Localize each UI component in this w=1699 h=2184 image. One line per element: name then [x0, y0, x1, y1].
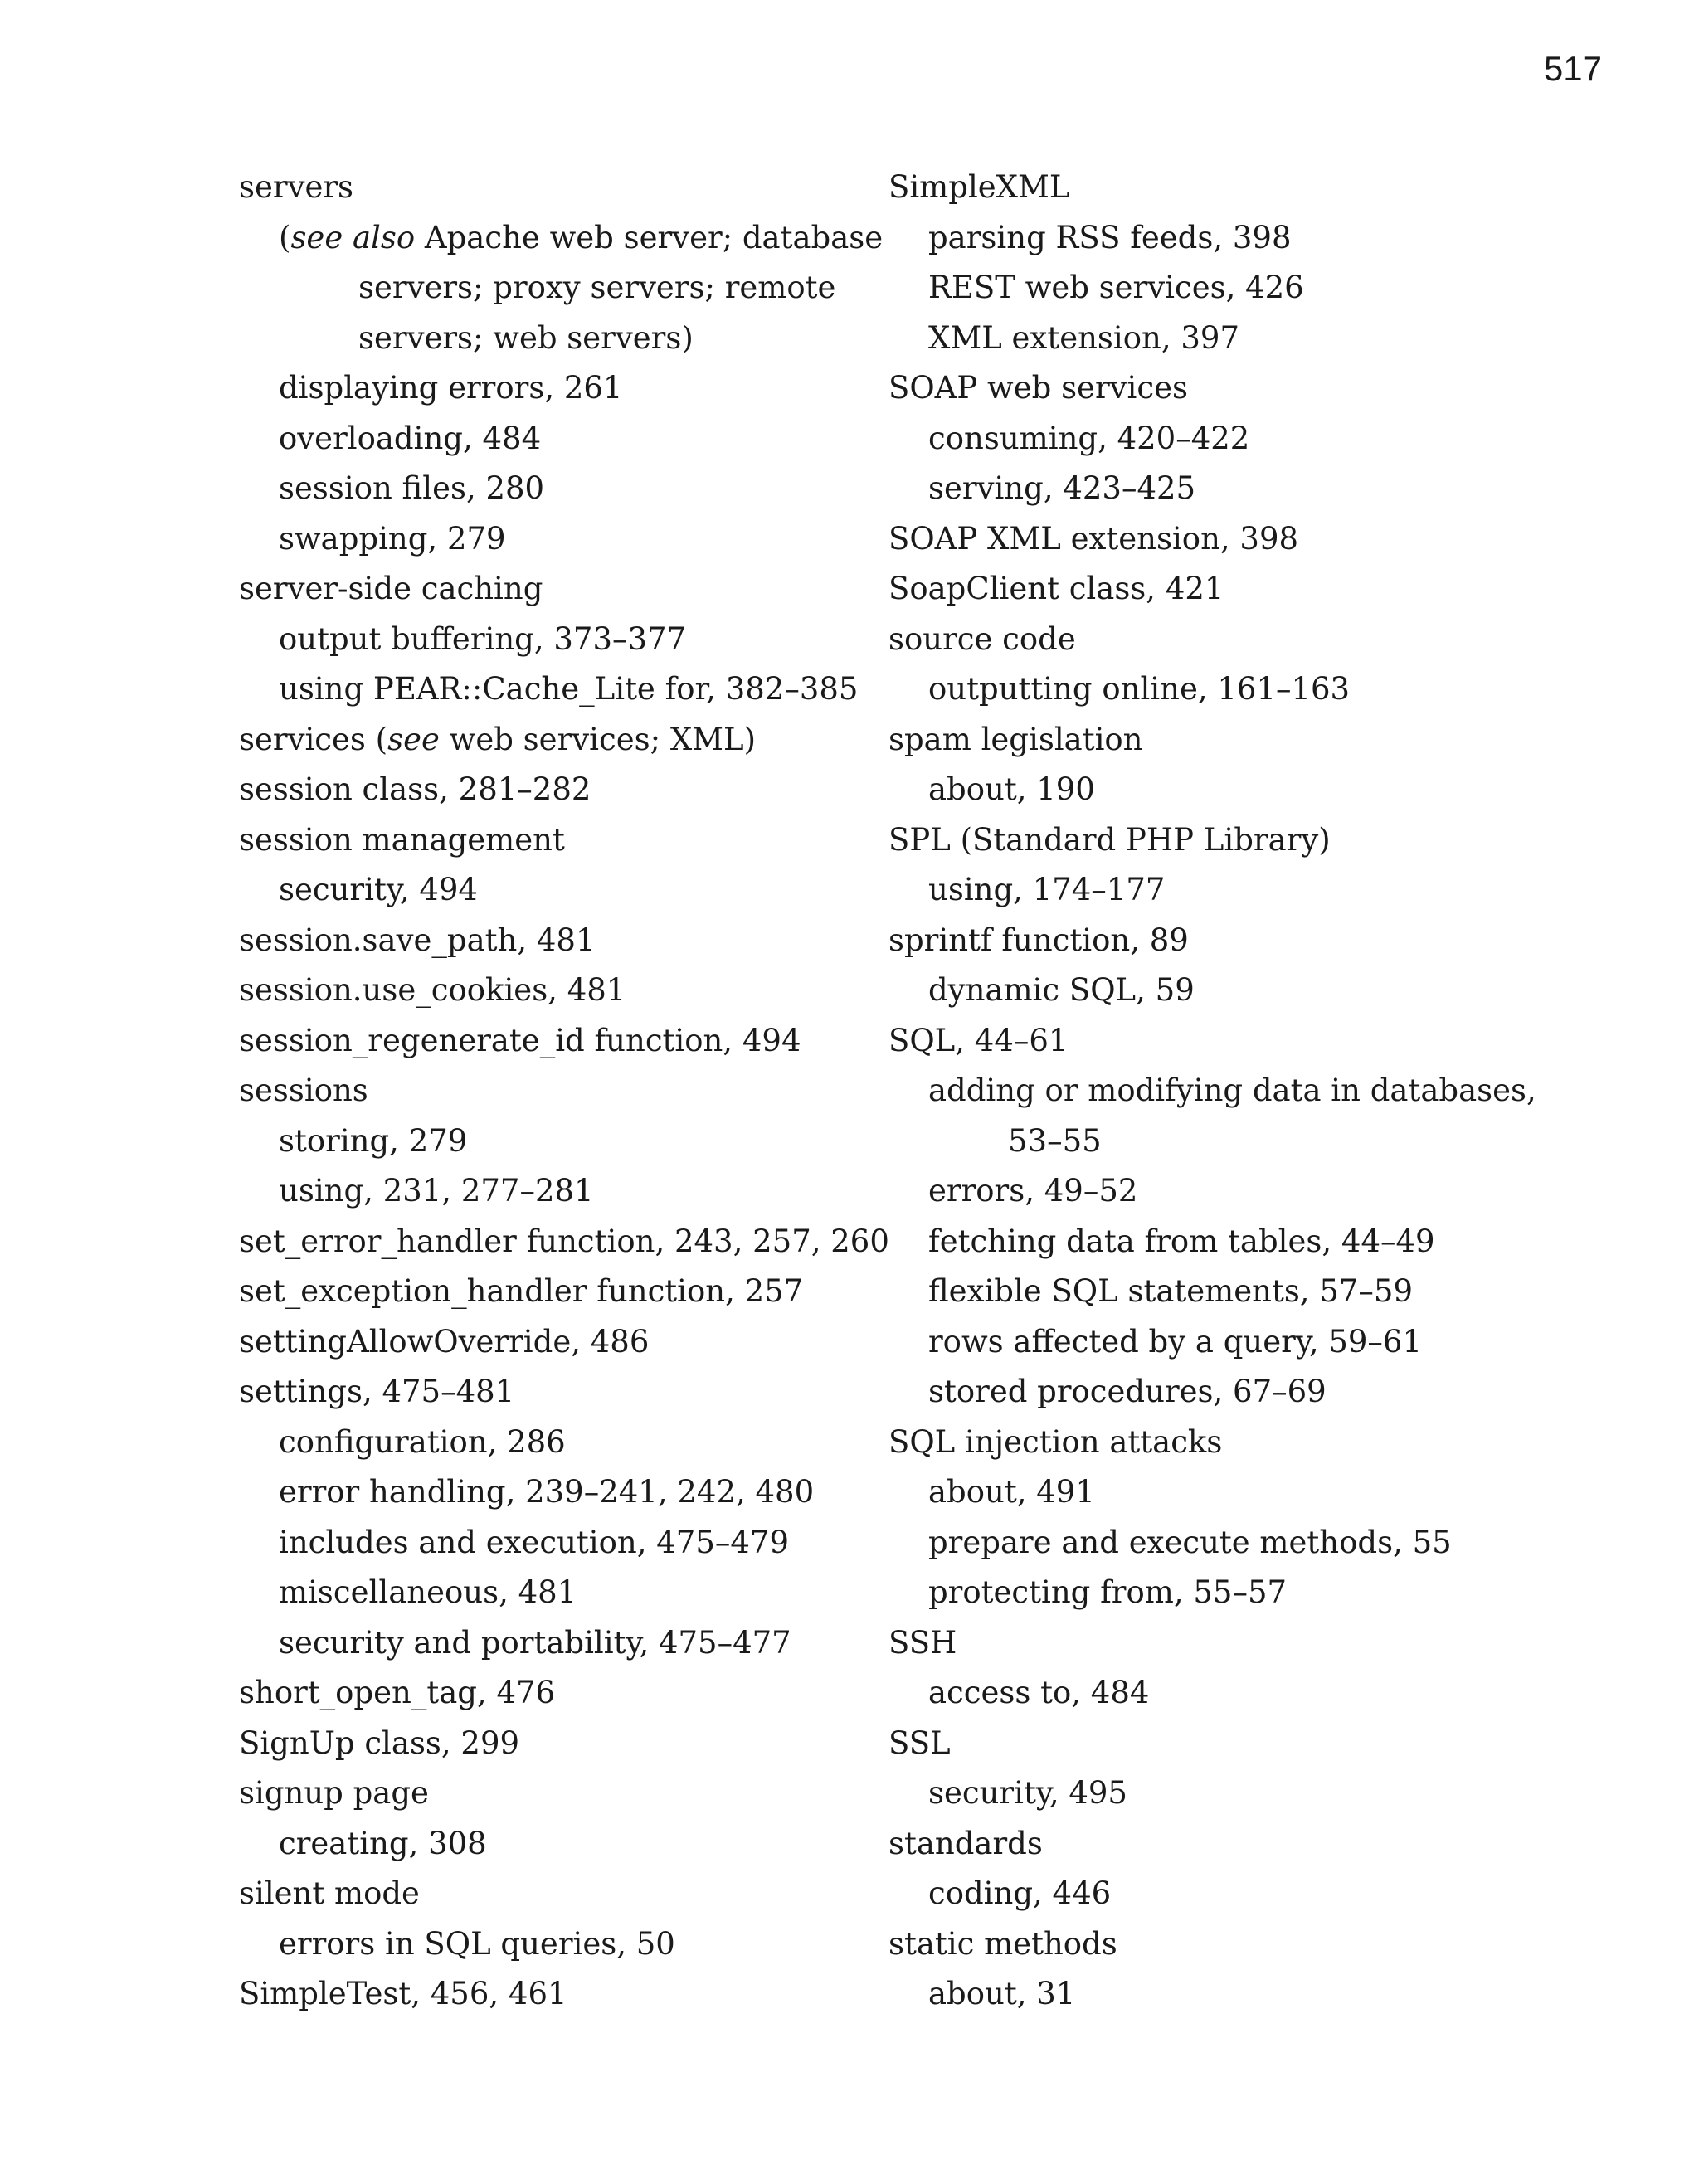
- index-subentry: about, 491: [928, 1474, 1095, 1510]
- index-entry: session class, 281–282: [239, 771, 591, 807]
- index-cross-reference: see: [387, 721, 440, 757]
- index-text: Apache web server; database: [415, 219, 884, 255]
- index-subentry: parsing RSS feeds, 398: [928, 219, 1292, 255]
- index-entry: short_open_tag, 476: [239, 1675, 556, 1710]
- index-entry: static methods: [888, 1925, 1117, 1962]
- index-subentry: overloading, 484: [279, 420, 542, 456]
- index-subentry: error handling, 239–241, 242, 480: [279, 1474, 815, 1510]
- index-subentry: REST web services, 426: [928, 270, 1304, 305]
- index-subentry: errors, 49–52: [928, 1173, 1138, 1209]
- index-subentry: consuming, 420–422: [928, 420, 1250, 456]
- index-subentry: using PEAR::Cache_Lite for, 382–385: [279, 671, 859, 707]
- index-entry: SQL injection attacks: [888, 1423, 1223, 1460]
- index-text: services (: [239, 721, 388, 757]
- index-subentry: storing, 279: [279, 1122, 468, 1159]
- index-subentry: dynamic SQL, 59: [928, 972, 1195, 1008]
- index-subentry: configuration, 286: [279, 1423, 566, 1460]
- index-entry: SQL, 44–61: [888, 1022, 1069, 1058]
- index-text: (: [279, 219, 291, 255]
- index-subentry: access to, 484: [928, 1675, 1150, 1710]
- index-entry: servers: [239, 169, 354, 205]
- index-subentry: using, 231, 277–281: [279, 1173, 594, 1209]
- index-subentry: errors in SQL queries, 50: [279, 1925, 675, 1962]
- index-subentry: about, 31: [928, 1976, 1076, 2011]
- index-entry: SimpleXML: [888, 169, 1070, 205]
- index-entry: set_error_handler function, 243, 257, 260: [239, 1223, 889, 1259]
- index-entry: signup page: [239, 1775, 429, 1811]
- index-entry: SignUp class, 299: [239, 1724, 520, 1761]
- index-entry: source code: [888, 620, 1076, 657]
- index-entry-continuation: servers; web servers): [358, 319, 694, 356]
- index-subentry: protecting from, 55–57: [928, 1574, 1288, 1610]
- index-subentry: fetching data from tables, 44–49: [928, 1223, 1435, 1259]
- index-entry: silent mode: [239, 1875, 420, 1911]
- index-entry: set_exception_handler function, 257: [239, 1273, 804, 1309]
- index-subentry: [239, 213, 884, 264]
- index-entry: SSH: [888, 1624, 957, 1661]
- index-cross-reference: see also: [290, 219, 416, 255]
- index-entry: session management: [239, 821, 565, 858]
- index-subentry: security, 494: [279, 872, 478, 907]
- index-subentry: includes and execution, 475–479: [279, 1524, 789, 1560]
- index-column-right: [888, 163, 1536, 2020]
- index-subentry: XML extension, 397: [928, 319, 1239, 356]
- index-entry: sessions: [239, 1073, 368, 1108]
- index-entry-continuation: servers; proxy servers; remote: [358, 270, 836, 305]
- index-subentry: security, 495: [928, 1775, 1127, 1811]
- index-text: web services; XML): [439, 721, 757, 757]
- index-entry: settings, 475–481: [239, 1374, 515, 1409]
- index-entry: sprintf function, 89: [888, 922, 1189, 958]
- index-entry: SoapClient class, 421: [888, 571, 1224, 606]
- index-entry: server-side caching: [239, 571, 543, 606]
- index-subentry: security and portability, 475–477: [279, 1624, 791, 1661]
- index-subentry: flexible SQL statements, 57–59: [928, 1273, 1413, 1309]
- page-number: 517: [1543, 49, 1602, 88]
- index-subentry: miscellaneous, 481: [279, 1574, 577, 1610]
- index-subentry: about, 190: [928, 771, 1095, 807]
- index-entry: [239, 715, 869, 766]
- index-entry-continuation: 53–55: [1008, 1122, 1102, 1159]
- index-subentry: using, 174–177: [928, 872, 1166, 907]
- index-subentry: session files, 280: [279, 470, 545, 506]
- index-subentry: output buffering, 373–377: [279, 620, 687, 657]
- index-subentry: stored procedures, 67–69: [928, 1374, 1327, 1409]
- index-entry: SSL: [888, 1724, 951, 1761]
- index-column-left: [239, 163, 889, 2020]
- index-subentry: displaying errors, 261: [279, 370, 623, 406]
- index-subentry: adding or modifying data in databases,: [928, 1073, 1536, 1108]
- index-entry: session_regenerate_id function, 494: [239, 1022, 801, 1058]
- index-subentry: swapping, 279: [279, 520, 506, 557]
- index-entry: SOAP XML extension, 398: [888, 520, 1299, 557]
- index-entry: SPL (Standard PHP Library): [888, 821, 1331, 858]
- index-entry: settingAllowOverride, 486: [239, 1323, 650, 1360]
- index-entry: spam legislation: [888, 721, 1143, 757]
- index-subentry: creating, 308: [279, 1825, 487, 1861]
- index-entry: session.save_path, 481: [239, 922, 596, 958]
- index-entry: session.use_cookies, 481: [239, 972, 626, 1008]
- index-entry: standards: [888, 1825, 1043, 1861]
- index-subentry: rows affected by a query, 59–61: [928, 1323, 1422, 1360]
- index-subentry: coding, 446: [928, 1875, 1112, 1911]
- index-entry: SimpleTest, 456, 461: [239, 1976, 567, 2011]
- index-subentry: prepare and execute methods, 55: [928, 1524, 1452, 1560]
- index-entry: SOAP web services: [888, 370, 1188, 406]
- index-subentry: serving, 423–425: [928, 470, 1196, 506]
- index-subentry: outputting online, 161–163: [928, 671, 1351, 707]
